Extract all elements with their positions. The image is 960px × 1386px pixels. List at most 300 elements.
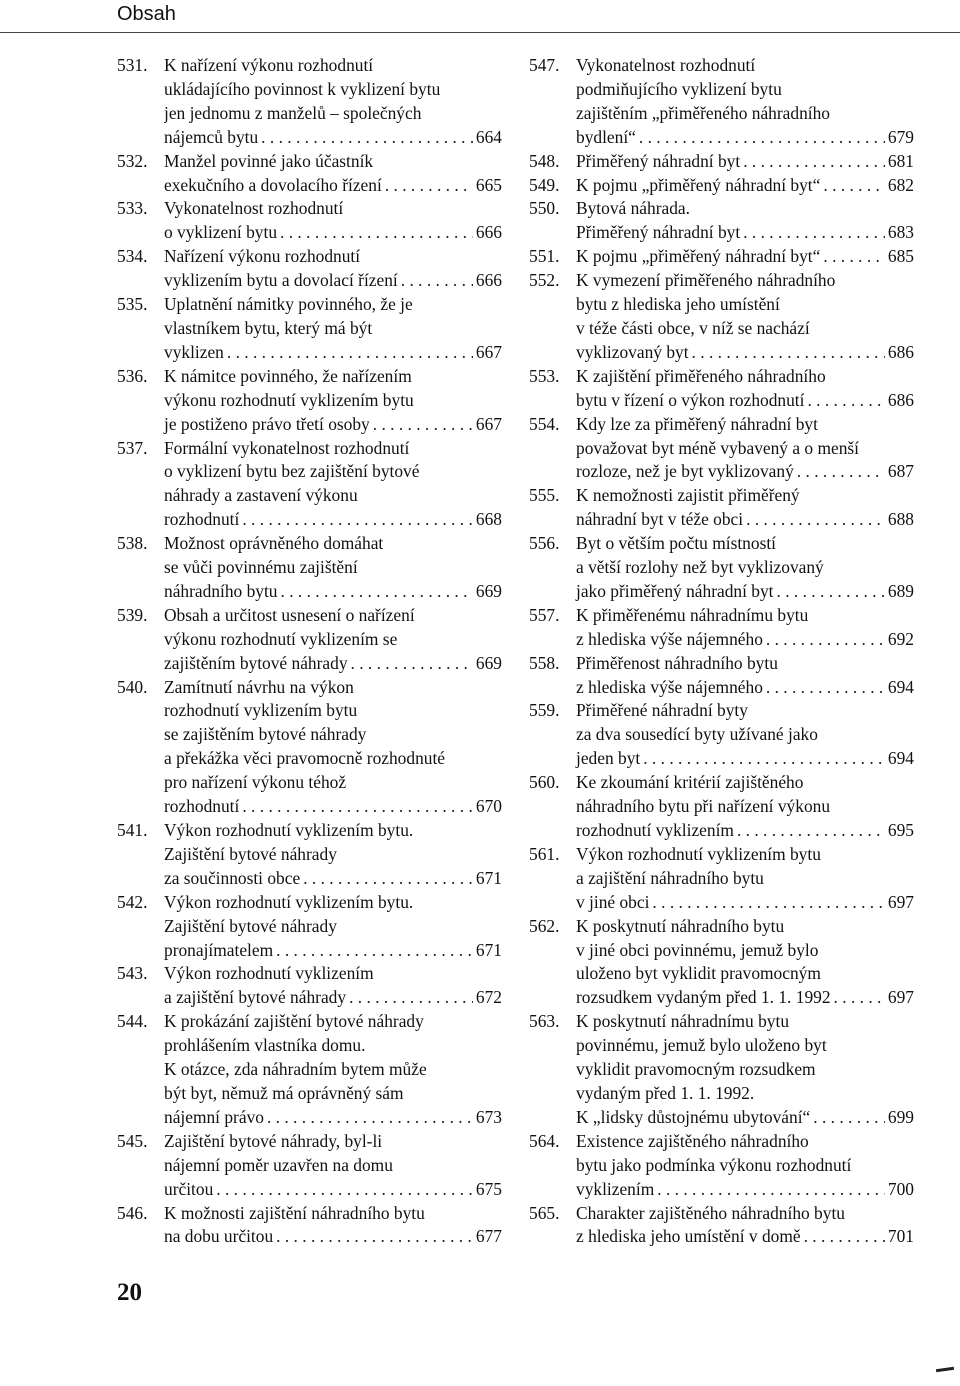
entry-title-line: Byt o větším počtu místností [576, 533, 777, 554]
entry-number: 543. [117, 963, 148, 984]
entry-title-line: o vyklizení bytu bez zajištění bytové [164, 461, 420, 482]
dot-leader [766, 676, 885, 700]
margin-mark [936, 1367, 954, 1372]
entry-title-line: Zajištění bytové náhrady [164, 843, 337, 864]
entry-title-line: z hlediska jeho umístění v domě [576, 1226, 801, 1247]
dot-leader [643, 747, 885, 771]
dot-leader [227, 341, 473, 365]
dot-leader [807, 389, 884, 413]
entry-body [576, 245, 914, 269]
entry-title-line: K nařízení výkonu rozhodnutí [164, 55, 374, 75]
entry-title-line: K pojmu „přiměřený náhradní byt“ [576, 174, 821, 195]
entry-number: 563. [529, 1011, 560, 1032]
toc-entry[interactable] [529, 1010, 914, 1130]
entry-page-number[interactable]: 692 [887, 628, 914, 649]
dot-leader [385, 174, 473, 198]
dot-leader [276, 939, 473, 963]
toc-entry[interactable] [529, 652, 914, 700]
entry-page-number[interactable]: 694 [887, 676, 914, 697]
entry-last-line [164, 986, 502, 1010]
dot-leader [813, 1106, 885, 1130]
entry-number: 532. [117, 150, 148, 171]
entry-page-number[interactable]: 673 [475, 1106, 502, 1127]
entry-title-line: rozhodnutí vyklizením bytu [164, 700, 358, 721]
entry-number: 539. [117, 604, 148, 625]
entry-title-line: za součinnosti obce [164, 867, 301, 888]
entry-body [164, 293, 502, 365]
dot-leader [804, 1225, 885, 1249]
entry-title-line: Přiměřené náhradní byty [576, 700, 748, 721]
entry-body [164, 891, 502, 963]
entry-number: 558. [529, 652, 560, 673]
entry-title-line: za dva sousedící byty užívané jako [576, 724, 818, 745]
toc-entry[interactable] [117, 150, 502, 198]
toc-entry[interactable] [117, 1010, 502, 1130]
toc-entry[interactable] [529, 484, 914, 532]
entry-title-line: vlastníkem bytu, který má být [164, 317, 373, 338]
entry-title-line: v jiné obci povinnému, jemuž bylo [576, 939, 819, 960]
entry-number: 534. [117, 246, 148, 267]
dot-leader [281, 580, 473, 604]
entry-body [576, 269, 914, 365]
entry-last-line [576, 1178, 914, 1202]
dot-leader [797, 460, 885, 484]
entry-title-line: Charakter zajištěného náhradního bytu [576, 1202, 845, 1223]
toc-entry[interactable] [529, 699, 914, 771]
entry-page-number[interactable]: 677 [475, 1226, 502, 1247]
entry-number: 553. [529, 365, 560, 386]
entry-title-line: prohlášením vlastníka domu. [164, 1035, 366, 1056]
entry-number: 536. [117, 365, 148, 386]
entry-page-number[interactable]: 675 [475, 1178, 502, 1199]
entry-body [576, 699, 914, 771]
toc-entry[interactable] [117, 54, 502, 150]
entry-number: 537. [117, 437, 148, 458]
entry-page-number[interactable]: 697 [887, 891, 914, 912]
entry-title-line: Vykonatelnost rozhodnutí [164, 198, 344, 219]
entry-last-line [576, 1106, 914, 1130]
dot-leader [639, 126, 885, 150]
entry-title-line: K zajištění přiměřeného náhradního [576, 365, 826, 386]
entry-body [576, 365, 914, 413]
entry-title-line: vydaným před 1. 1. 1992. [576, 1082, 755, 1103]
entry-number: 538. [117, 533, 148, 554]
entry-page-number[interactable]: 699 [887, 1106, 914, 1127]
entry-body [576, 54, 914, 150]
entry-title-line: Přiměřenost náhradního bytu [576, 652, 778, 673]
entry-title-line: bytu v řízení o výkon rozhodnutí [576, 389, 805, 410]
toc-entry[interactable] [117, 676, 502, 819]
entry-number: 540. [117, 676, 148, 697]
entry-body [164, 532, 502, 604]
entry-title-line: K „lidsky důstojnému ubytování“ [576, 1106, 811, 1127]
entry-title-line: bytu z hlediska jeho umístění [576, 294, 780, 315]
dot-leader [737, 819, 885, 843]
entry-last-line [164, 341, 502, 365]
entry-title-line: vyklizením bytu a dovolací řízení [164, 270, 398, 291]
entry-body [164, 1202, 502, 1250]
entry-title-line: v téže části obce, v níž se nachází [576, 317, 810, 338]
dot-leader [766, 628, 885, 652]
dot-leader [373, 413, 473, 437]
dot-leader [303, 867, 473, 891]
entry-title-line: K poskytnutí náhradnímu bytu [576, 1011, 790, 1032]
dot-leader [351, 652, 473, 676]
dot-leader [261, 126, 473, 150]
toc-entry[interactable] [117, 365, 502, 437]
dot-leader [349, 986, 473, 1010]
entry-title-line: K pojmu „přiměřený náhradní byt“ [576, 246, 821, 267]
entry-body [164, 962, 502, 1010]
entry-title-line: jen jednomu z manželů – společných [164, 102, 422, 123]
entry-body [164, 604, 502, 676]
entry-title-line: Výkon rozhodnutí vyklizením bytu. [164, 891, 414, 912]
entry-title-line: je postiženo právo třetí osoby [164, 413, 370, 434]
dot-leader [657, 1178, 885, 1202]
entry-title-line: Zamítnutí návrhu na výkon [164, 676, 354, 697]
entry-body [576, 1202, 914, 1250]
entry-title-line: Nařízení výkonu rozhodnutí [164, 246, 361, 267]
toc-entry[interactable] [529, 365, 914, 413]
toc-entry[interactable] [117, 962, 502, 1010]
entry-body [576, 197, 914, 245]
entry-title-line: pronajímatelem [164, 939, 274, 960]
dot-leader [823, 245, 885, 269]
entry-page-number[interactable]: 700 [887, 1178, 914, 1199]
entry-body [576, 915, 914, 1011]
entry-title-line: nájemní poměr uzavřen na domu [164, 1154, 393, 1175]
entry-body [576, 1130, 914, 1202]
entry-title-line: K možnosti zajištění náhradního bytu [164, 1202, 425, 1223]
entry-body [576, 843, 914, 915]
dot-leader [242, 795, 473, 819]
entry-number: 564. [529, 1130, 560, 1151]
toc-entry[interactable] [117, 532, 502, 604]
entry-last-line [576, 628, 914, 652]
entry-last-line [576, 676, 914, 700]
entry-title-line: zajištěním bytové náhrady [164, 652, 348, 673]
entry-title-line: K námitce povinného, že nařízením [164, 365, 412, 386]
dot-leader [746, 508, 885, 532]
entry-title-line: podmiňujícího vyklizení bytu [576, 78, 782, 99]
entry-title-line: náhradního bytu při nařízení výkonu [576, 796, 831, 817]
entry-last-line [576, 221, 914, 245]
entry-page-number[interactable]: 669 [475, 580, 502, 601]
entry-number: 550. [529, 198, 560, 219]
page-number: 20 [117, 1279, 142, 1306]
toc-entry[interactable] [117, 245, 502, 293]
entry-page-number[interactable]: 667 [475, 341, 502, 362]
entry-title-line: Přiměřený náhradní byt [576, 222, 741, 243]
entry-body [164, 245, 502, 293]
entry-title-line: o vyklizení bytu [164, 222, 278, 243]
entry-last-line [576, 245, 914, 269]
toc-entry[interactable] [117, 819, 502, 891]
entry-title-line: rozhodnutí vyklizením [576, 820, 734, 840]
entry-title-line: určitou [164, 1178, 214, 1199]
toc-entry[interactable] [529, 245, 914, 269]
toc-entry[interactable] [529, 1202, 914, 1250]
entry-page-number[interactable]: 686 [887, 341, 914, 362]
entry-last-line [164, 174, 502, 198]
entry-page-number[interactable]: 695 [887, 820, 914, 840]
entry-body [164, 1130, 502, 1202]
entry-page-number[interactable]: 686 [887, 389, 914, 410]
entry-title-line: rozsudkem vydaným před 1. 1. 1992 [576, 987, 831, 1008]
entry-last-line [164, 1178, 502, 1202]
entry-last-line [576, 986, 914, 1010]
entry-last-line [164, 1225, 502, 1249]
toc-entry[interactable] [529, 150, 914, 174]
entry-number: 565. [529, 1202, 560, 1223]
entry-page-number[interactable]: 697 [887, 987, 914, 1008]
entry-title-line: se zajištěním bytové náhrady [164, 724, 367, 745]
entry-number: 545. [117, 1130, 148, 1151]
dot-leader [242, 508, 473, 532]
entry-body [164, 676, 502, 819]
dot-leader [743, 221, 885, 245]
toc-column-right [529, 54, 914, 1249]
toc-entry[interactable] [529, 413, 914, 485]
entry-last-line [164, 269, 502, 293]
entry-body [576, 532, 914, 604]
entry-page-number[interactable]: 685 [887, 246, 914, 267]
entry-last-line [164, 1106, 502, 1130]
entry-number: 560. [529, 772, 560, 793]
entry-number: 544. [117, 1011, 148, 1032]
entry-title-line: Bytová náhrada. [576, 198, 690, 219]
entry-title-line: bydlení“ [576, 126, 636, 147]
entry-title-line: exekučního a dovolacího řízení [164, 174, 382, 195]
entry-title-line: jako přiměřený náhradní byt [576, 580, 774, 601]
entry-number: 535. [117, 294, 148, 315]
toc-entry[interactable] [529, 269, 914, 365]
entry-page-number[interactable]: 668 [475, 509, 502, 530]
entry-page-number[interactable]: 666 [475, 270, 502, 291]
toc-entry[interactable] [117, 293, 502, 365]
entry-title-line: Kdy lze za přiměřený náhradní byt [576, 413, 818, 434]
dot-leader [777, 580, 885, 604]
entry-title-line: a zajištění náhradního bytu [576, 867, 764, 888]
entry-last-line [576, 150, 914, 174]
entry-title-line: K přiměřenému náhradnímu bytu [576, 604, 809, 625]
entry-page-number[interactable]: 666 [475, 222, 502, 243]
entry-title-line: uloženo byt vyklidit pravomocným [576, 963, 821, 984]
dot-leader [692, 341, 885, 365]
entry-title-line: Existence zajištěného náhradního [576, 1130, 809, 1151]
toc-entry[interactable] [529, 1130, 914, 1202]
entry-page-number[interactable]: 687 [887, 461, 914, 482]
toc-entry[interactable] [117, 604, 502, 676]
entry-number: 554. [529, 413, 560, 434]
entry-title-line: a větší rozlohy než byt vyklizovaný [576, 557, 824, 578]
entry-title-line: Zajištění bytové náhrady [164, 915, 337, 936]
dot-leader [216, 1178, 473, 1202]
entry-title-line: vyklizen [164, 341, 224, 362]
entry-body [164, 365, 502, 437]
entry-last-line [576, 580, 914, 604]
entry-body [164, 437, 502, 533]
entry-last-line [164, 413, 502, 437]
entry-page-number[interactable]: 670 [475, 796, 502, 817]
dot-leader [276, 1225, 473, 1249]
entry-title-line: náhrady a zastavení výkonu [164, 485, 358, 506]
entry-last-line [576, 389, 914, 413]
entry-page-number[interactable]: 689 [887, 580, 914, 601]
toc-entry[interactable] [117, 1202, 502, 1250]
entry-number: 556. [529, 533, 560, 554]
entry-number: 549. [529, 174, 560, 195]
entry-title-line: výkonu rozhodnutí vyklizením se [164, 628, 398, 649]
toc-entry[interactable] [529, 532, 914, 604]
entry-body [576, 771, 914, 843]
entry-title-line: nájemců bytu [164, 126, 259, 147]
entry-page-number[interactable]: 669 [475, 652, 502, 673]
entry-page-number[interactable]: 665 [475, 174, 502, 195]
entry-last-line [576, 460, 914, 484]
entry-last-line [164, 867, 502, 891]
entry-body [164, 819, 502, 891]
entry-last-line [576, 341, 914, 365]
toc-entry[interactable] [529, 197, 914, 245]
dot-leader [834, 986, 885, 1010]
header-title: Obsah [117, 3, 176, 25]
dot-leader [823, 174, 885, 198]
dot-leader [652, 891, 884, 915]
entry-last-line [576, 126, 914, 150]
entry-page-number[interactable]: 682 [887, 174, 914, 195]
entry-body [576, 604, 914, 652]
entry-body [164, 54, 502, 150]
entry-title-line: Výkon rozhodnutí vyklizením [164, 963, 374, 984]
entry-page-number[interactable]: 683 [887, 222, 914, 243]
entry-title-line: K poskytnutí náhradního bytu [576, 915, 785, 936]
entry-last-line [164, 795, 502, 819]
entry-title-line: vyklidit pravomocným rozsudkem [576, 1059, 816, 1080]
entry-number: 562. [529, 915, 560, 936]
entry-title-line: Výkon rozhodnutí vyklizením bytu. [164, 820, 414, 840]
entry-number: 546. [117, 1202, 148, 1223]
toc-column-left [117, 54, 502, 1249]
entry-title-line: K nemožnosti zajistit přiměřený [576, 485, 800, 506]
entry-body [576, 1010, 914, 1130]
entry-title-line: na dobu určitou [164, 1226, 274, 1247]
entry-number: 552. [529, 270, 560, 291]
entry-title-line: se vůči povinnému zajištění [164, 557, 358, 578]
entry-last-line [576, 1225, 914, 1249]
entry-last-line [576, 174, 914, 198]
entry-body [576, 413, 914, 485]
entry-last-line [164, 221, 502, 245]
dot-leader [401, 269, 473, 293]
toc-entry[interactable] [117, 437, 502, 533]
entry-page-number[interactable]: 688 [887, 509, 914, 530]
entry-last-line [164, 508, 502, 532]
toc-entry[interactable] [117, 197, 502, 245]
toc-entry[interactable] [529, 54, 914, 150]
entry-number: 559. [529, 700, 560, 721]
entry-title-line: jeden byt [576, 748, 641, 769]
entry-title-line: vyklizením [576, 1178, 655, 1199]
entry-last-line [164, 126, 502, 150]
entry-title-line: a překážka věci pravomocně rozhodnuté [164, 748, 446, 769]
entry-title-line: Přiměřený náhradní byt [576, 150, 741, 171]
dot-leader [267, 1106, 473, 1130]
toc-entry[interactable] [529, 915, 914, 1011]
running-header [0, 0, 960, 33]
entry-number: 557. [529, 604, 560, 625]
entry-title-line: povinnému, jemuž bylo uloženo byt [576, 1035, 827, 1056]
toc-entry[interactable] [529, 174, 914, 198]
entry-title-line: Obsah a určitost usnesení o nařízení [164, 604, 415, 625]
entry-body [164, 150, 502, 198]
entry-page-number[interactable]: 694 [887, 748, 914, 769]
toc-entry[interactable] [529, 843, 914, 915]
entry-page-number[interactable]: 701 [887, 1226, 914, 1247]
entry-title-line: rozhodnutí [164, 509, 240, 530]
entry-page-number[interactable]: 667 [475, 413, 502, 434]
entry-title-line: Ke zkoumání kritérií zajištěného [576, 772, 804, 793]
entry-title-line: a zajištění bytové náhrady [164, 987, 347, 1008]
entry-page-number[interactable]: 672 [475, 987, 502, 1008]
dot-leader [743, 150, 885, 174]
entry-body [576, 484, 914, 532]
entry-title-line: Uplatnění námitky povinného, že je [164, 294, 413, 315]
entry-body [576, 150, 914, 174]
entry-title-line: Manžel povinné jako účastník [164, 150, 374, 171]
entry-title-line: náhradní byt v téže obci [576, 509, 744, 530]
entry-last-line [576, 819, 914, 843]
entry-title-line: K prokázání zajištění bytové náhrady [164, 1011, 424, 1032]
entry-number: 555. [529, 485, 560, 506]
entry-last-line [164, 580, 502, 604]
toc-entry[interactable] [529, 771, 914, 843]
entry-page-number[interactable]: 671 [475, 867, 502, 888]
entry-page-number[interactable]: 671 [475, 939, 502, 960]
entry-title-line: z hlediska výše nájemného [576, 628, 763, 649]
toc-entry[interactable] [117, 1130, 502, 1202]
entry-title-line: rozhodnutí [164, 796, 240, 817]
entry-title-line: Výkon rozhodnutí vyklizením bytu [576, 843, 821, 864]
entry-number: 531. [117, 55, 148, 75]
entry-title-line: Formální vykonatelnost rozhodnutí [164, 437, 410, 458]
entry-title-line: Možnost oprávněného domáhat [164, 533, 384, 554]
entry-number: 541. [117, 820, 148, 840]
toc-entry[interactable] [529, 604, 914, 652]
entry-number: 547. [529, 55, 560, 75]
entry-body [164, 1010, 502, 1130]
entry-number: 561. [529, 843, 560, 864]
entry-number: 548. [529, 150, 560, 171]
entry-title-line: bytu jako podmínka výkonu rozhodnutí [576, 1154, 852, 1175]
entry-title-line: ukládajícího povinnost k vyklizení bytu [164, 78, 441, 99]
entry-last-line [164, 939, 502, 963]
entry-title-line: výkonu rozhodnutí vyklizením bytu [164, 389, 414, 410]
entry-title-line: v jiné obci [576, 891, 650, 912]
toc-entry[interactable] [117, 891, 502, 963]
entry-page-number[interactable]: 664 [475, 126, 502, 147]
entry-title-line: považovat byt méně vybavený a o menší [576, 437, 859, 458]
entry-page-number[interactable]: 679 [887, 126, 914, 147]
entry-title-line: nájemní právo [164, 1106, 264, 1127]
entry-page-number[interactable]: 681 [887, 150, 914, 171]
entry-number: 551. [529, 246, 560, 267]
entry-body [576, 174, 914, 198]
entry-number: 533. [117, 198, 148, 219]
entry-title-line: Vykonatelnost rozhodnutí [576, 55, 756, 75]
entry-title-line: z hlediska výše nájemného [576, 676, 763, 697]
entry-number: 542. [117, 891, 148, 912]
